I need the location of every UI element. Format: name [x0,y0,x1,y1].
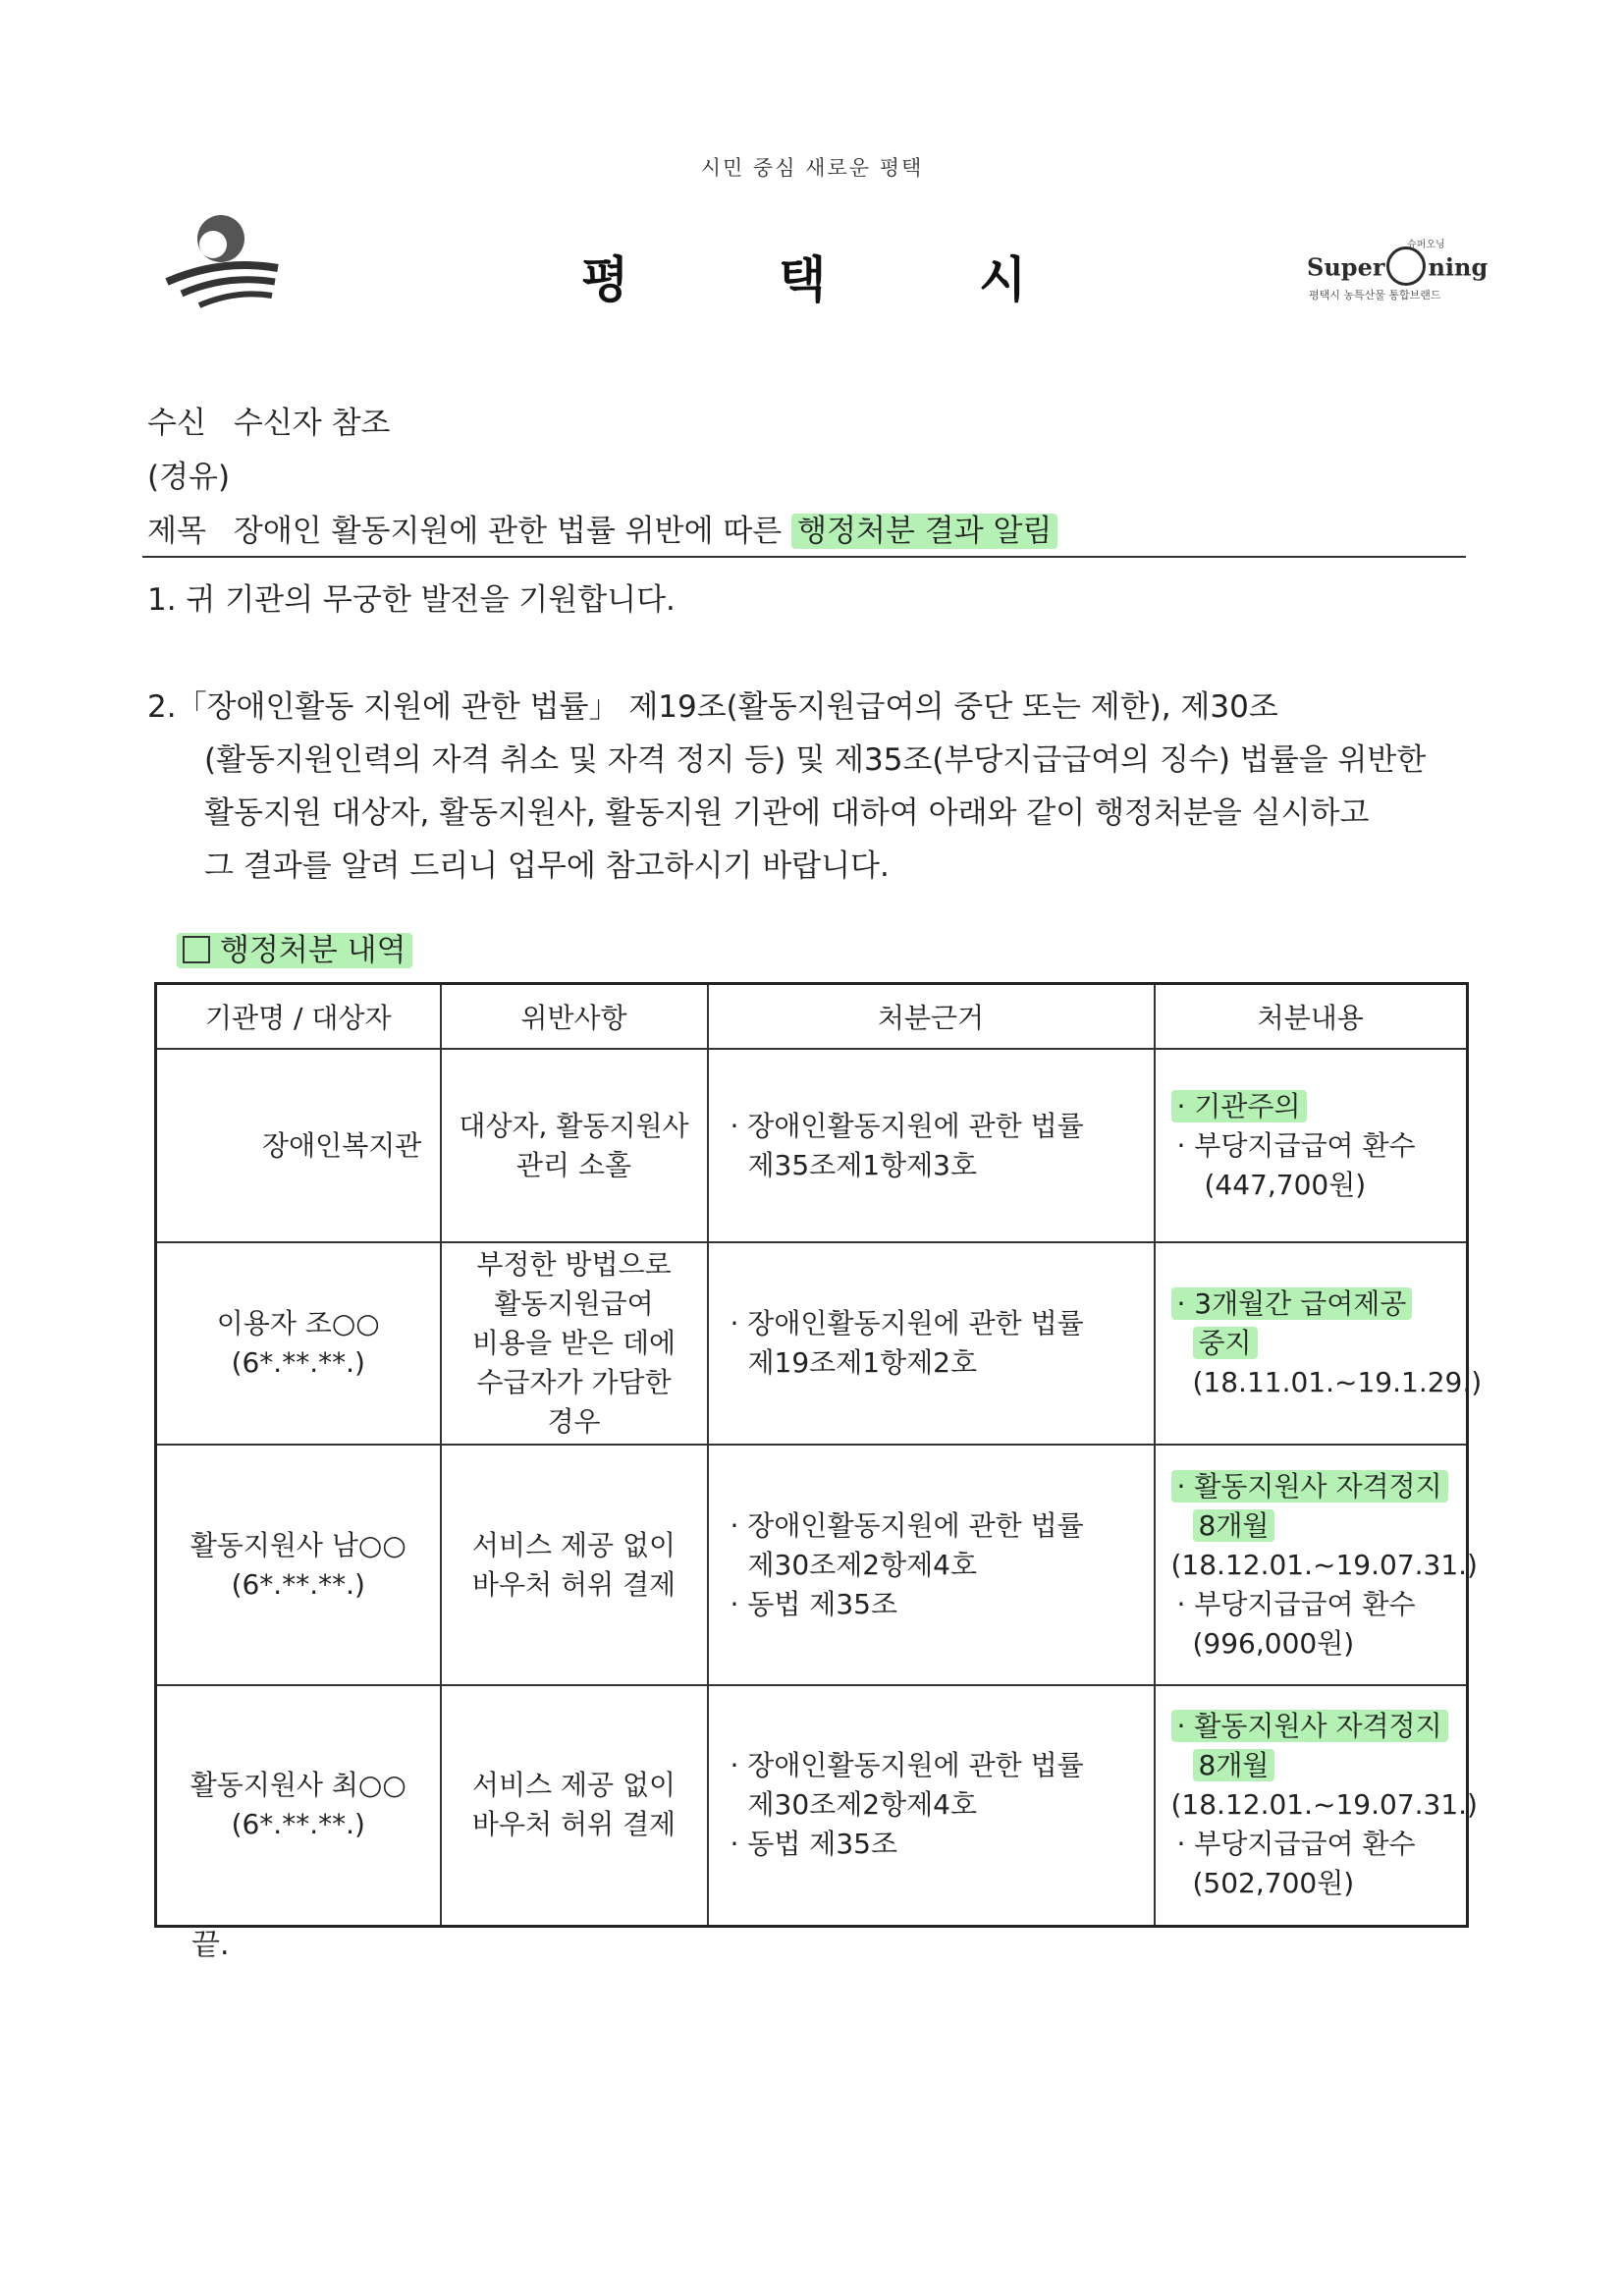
cell-violation: 서비스 제공 없이 바우처 허위 결제 [441,1445,708,1685]
brand-logo-small-text: 슈퍼오닝 [1407,240,1445,250]
table-row [156,1242,1468,1445]
header-violation: 위반사항 [441,984,708,1050]
recipient-line [147,398,391,442]
subject-text: 장애인 활동지원에 관한 법률 위반에 따른 [233,514,783,549]
paragraph-2-line-1: 2.「장애인활동 지원에 관한 법률」 제19조(활동지원급여의 중단 또는 제한), 제30조 [147,689,1278,725]
cell-subject: 활동지원사 최○○ (6*.**.**.) [156,1685,441,1926]
city-title-char-1: 평 [581,251,629,308]
cell-subject: 장애인복지관 [156,1049,441,1242]
cell-subject: 활동지원사 남○○ (6*.**.**.) [156,1445,441,1685]
paragraph-2-line-2: (활동지원인력의 자격 취소 및 자격 정지 등) 및 제35조(부당지급급여의 징수) 법률을 위반한 [204,742,1427,778]
cell-basis: · 장애인활동지원에 관한 법률 제30조제2항제4호 · 동법 제35조 [708,1445,1155,1685]
slogan: 시민 중심 새로운 평택 [700,156,924,180]
brand-logo [1301,236,1489,304]
table-row [156,1685,1468,1926]
table-header-row [156,984,1468,1050]
subject-highlight: 행정처분 결과 알림 [791,514,1057,549]
cell-actions: · 3개월간 급여제공 중지 (18.11.01.~19.1.29.) [1155,1242,1468,1445]
cell-violation: 서비스 제공 없이 바우처 허위 결제 [441,1685,708,1926]
recipient-value: 수신자 참조 [233,406,391,441]
header-basis: 처분근거 [708,984,1155,1050]
table-row [156,1445,1468,1685]
header-divider [142,556,1466,558]
city-title-char-2: 택 [779,251,827,308]
cell-actions: · 활동지원사 자격정지 8개월 (18.12.01.~19.07.31.) · 부당지급급여 환수 (996,000원) [1155,1445,1468,1685]
brand-circle-icon [1386,246,1426,286]
cell-basis: · 장애인활동지원에 관한 법률 제19조제1항제2호 [708,1242,1155,1445]
paragraph-1: 1. 귀 기관의 무궁한 발전을 기원합니다. [147,582,676,618]
disposition-table [154,982,1483,1928]
cell-basis: · 장애인활동지원에 관한 법률 제30조제2항제4호 · 동법 제35조 [708,1685,1155,1926]
table-row [156,1049,1468,1242]
cell-subject: 이용자 조○○ (6*.**.**.) [156,1242,441,1445]
city-emblem-icon [162,211,290,309]
paragraph-2-line-3: 활동지원 대상자, 활동지원사, 활동지원 기관에 대하여 아래와 같이 행정처분을 실시하고 [204,795,1370,831]
cell-violation: 부정한 방법으로 활동지원급여 비용을 받은 데에 수급자가 가담한 경우 [441,1242,708,1445]
subject-line [147,506,1057,550]
section-title [177,925,412,969]
cell-actions: · 기관주의 · 부당지급급여 환수 (447,700원) [1155,1049,1468,1242]
header-subject: 기관명 / 대상자 [156,984,441,1050]
cell-actions: · 활동지원사 자격정지 8개월 (18.12.01.~19.07.31.) · 부당지급급여 환수 (502,700원) [1155,1685,1468,1926]
paragraph-2-line-4: 그 결과를 알려 드리니 업무에 참고하시기 바랍니다. [204,848,890,884]
cell-basis: · 장애인활동지원에 관한 법률 제35조제1항제3호 [708,1049,1155,1242]
end-mark: 끝. [191,1928,230,1962]
header-actions: 처분내용 [1155,984,1468,1050]
section-title-text: 행정처분 내역 [220,933,406,968]
brand-logo-subtitle: 평택시 농특산물 통합브랜드 [1309,289,1441,301]
recipient-label: 수신 [147,406,206,441]
via-line: (경유) [147,460,231,495]
brand-logo-wordmark: Super ning [1307,249,1488,289]
city-title-char-3: 시 [979,251,1027,308]
redacted-area [175,1127,253,1155]
cell-violation: 대상자, 활동지원사 관리 소홀 [441,1049,708,1242]
checkbox-square-icon [183,936,210,963]
subject-label: 제목 [147,514,206,549]
